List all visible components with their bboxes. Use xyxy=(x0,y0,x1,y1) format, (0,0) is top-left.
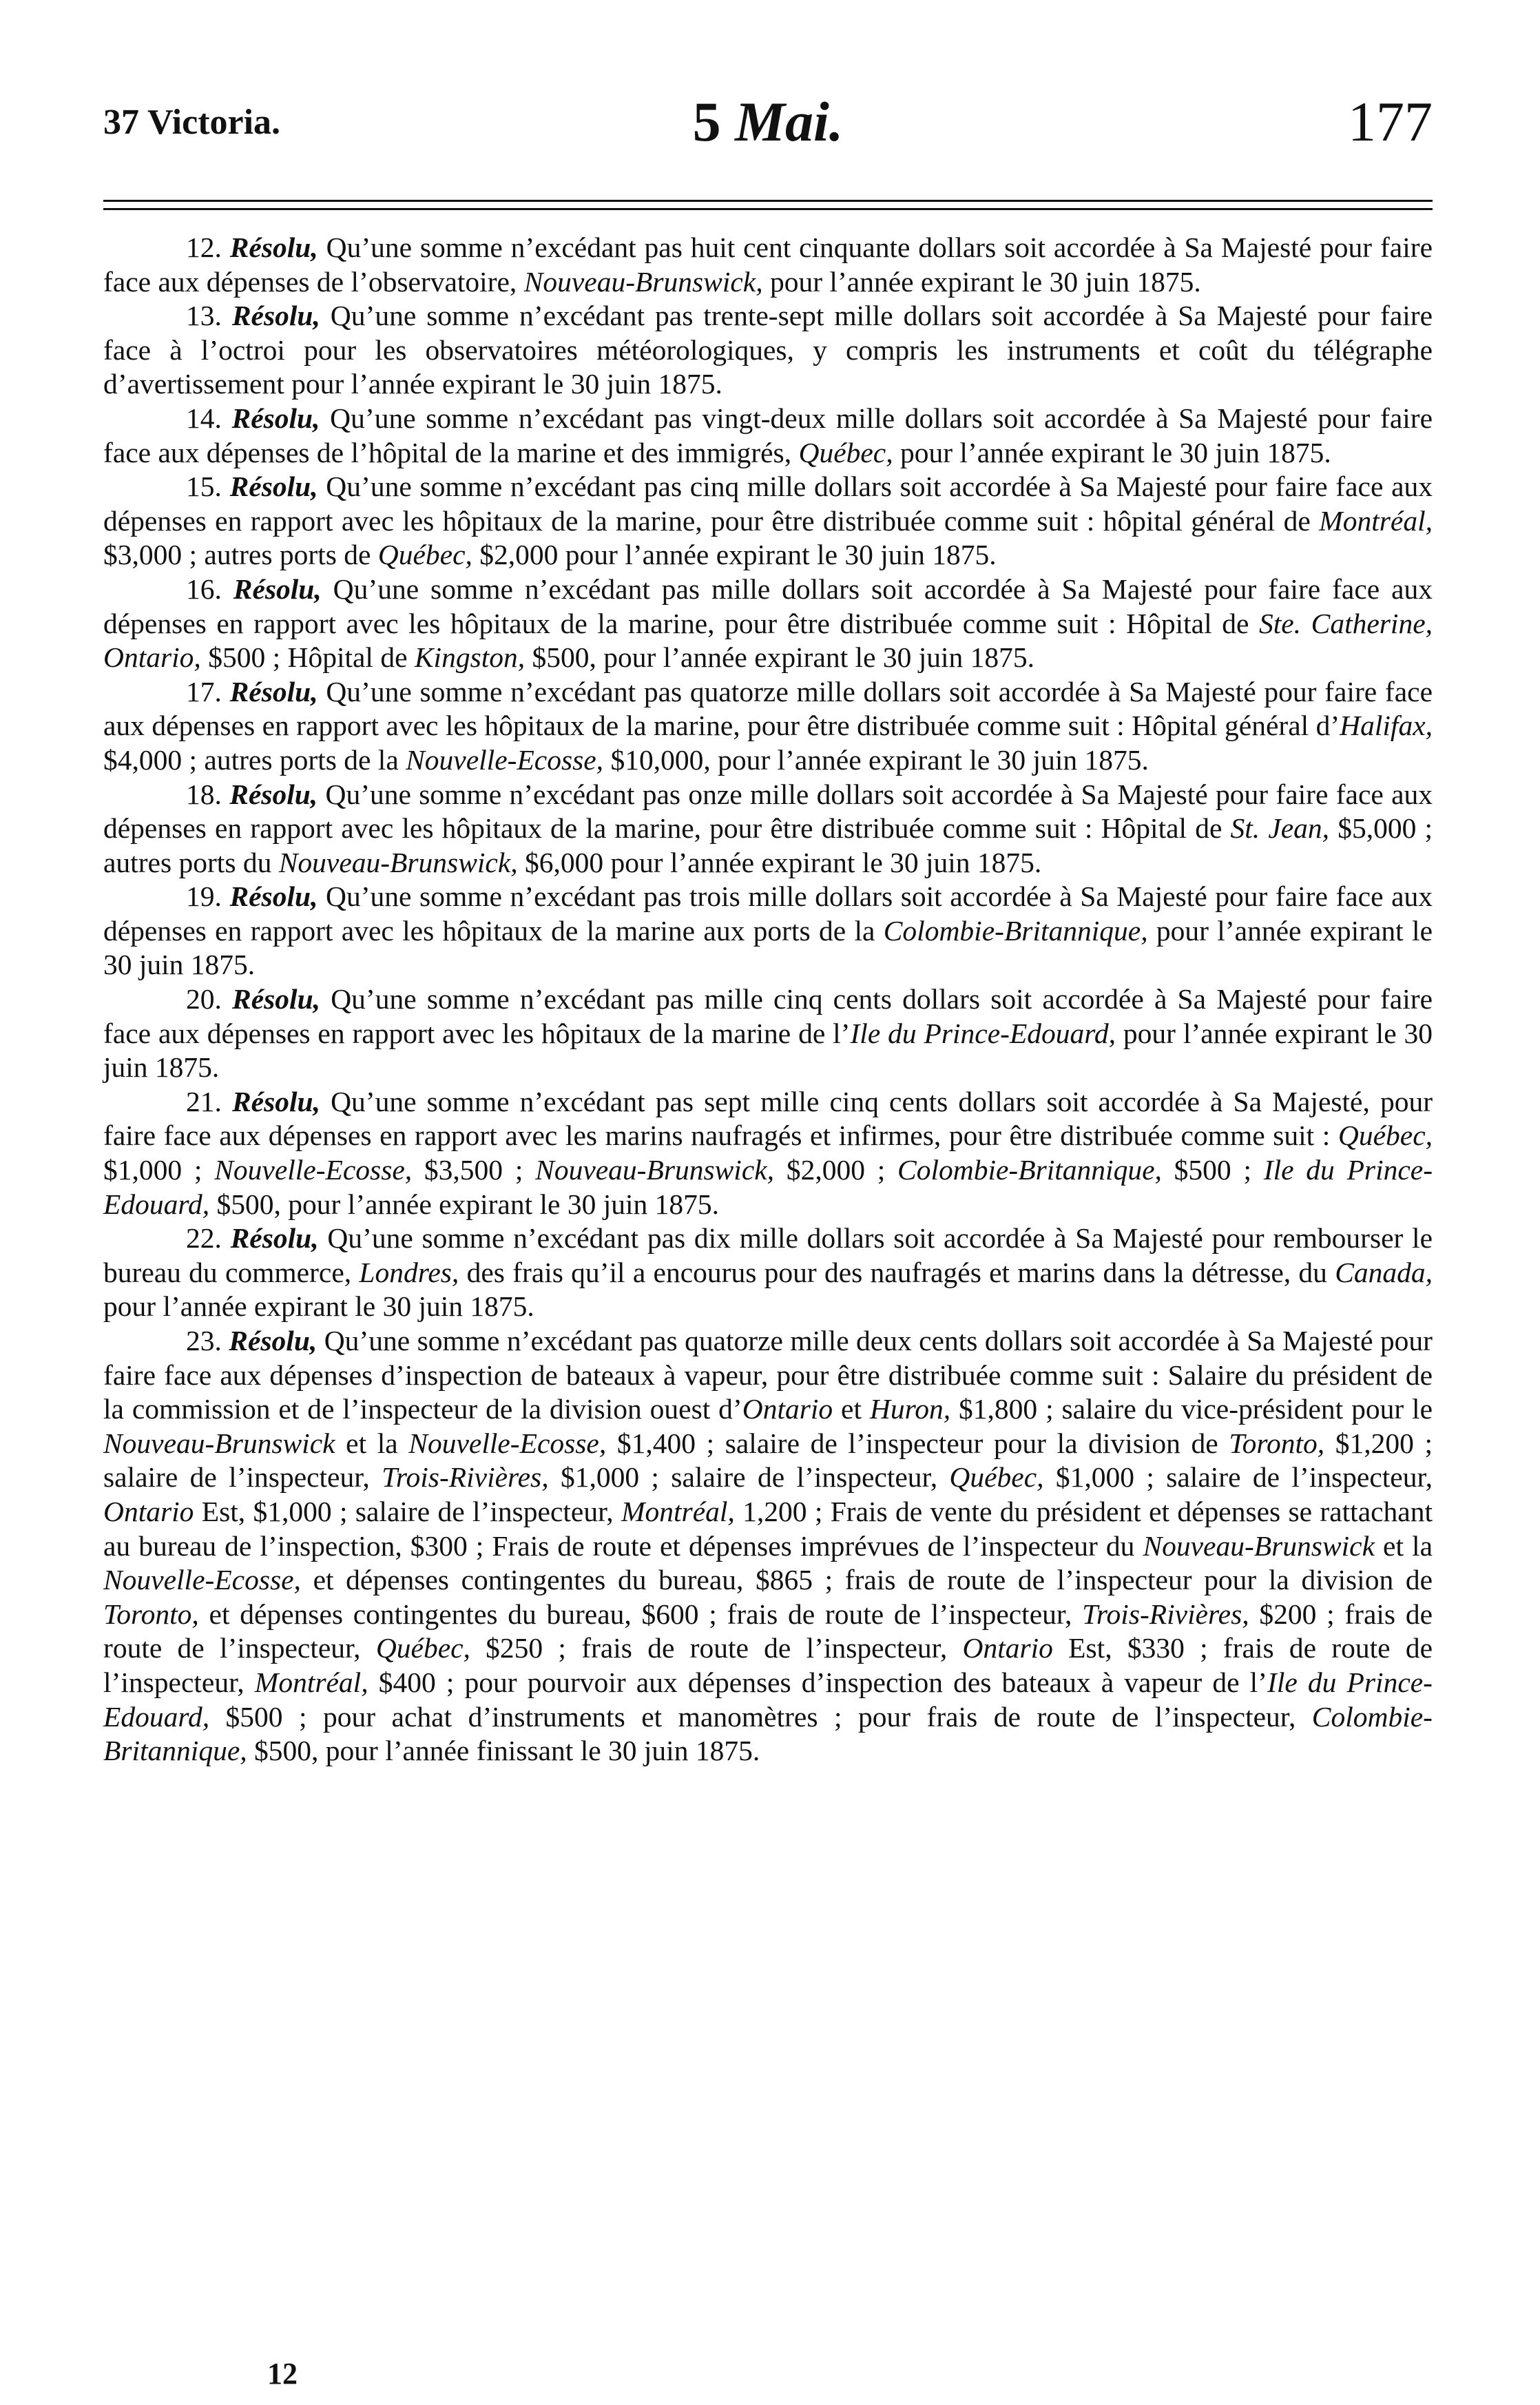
resolution-text: $3,500 ; xyxy=(412,1154,536,1186)
date-heading xyxy=(103,90,1433,154)
resolution-text: $1,000 ; salaire de l’inspecteur, xyxy=(1043,1461,1433,1494)
resolution-paragraph xyxy=(103,880,1433,982)
place-name: Nouveau-Brunswick xyxy=(1143,1529,1375,1562)
place-name: Ontario xyxy=(962,1632,1053,1664)
resolution-text: $6,000 pour l’année expirant le 30 juin 1875. xyxy=(517,846,1042,878)
place-name: Ste. Catherine, Ontario, xyxy=(103,607,1433,674)
place-name: Montréal, xyxy=(254,1666,368,1698)
resolution-text: Qu’une somme n’excédant pas cinq mille dollars soit accordée à Sa Majesté pour faire face aux dépenses en rapport avec les hôpitaux de la marine, pour être distribuée comme suit : hôpital général de xyxy=(103,471,1433,537)
resolution-text: et la xyxy=(1375,1529,1433,1562)
resolution-number: 21. xyxy=(186,1085,222,1117)
resolution-number: 12. xyxy=(186,231,222,263)
resolution-number: 17. xyxy=(186,675,222,708)
place-name: Canada, xyxy=(1335,1256,1433,1288)
place-name: Kingston, xyxy=(414,641,526,674)
page-number: 177 xyxy=(1348,90,1433,153)
place-name: Halifax, xyxy=(1340,710,1433,742)
place-name: Ile du Prince-Edouard, xyxy=(103,1666,1433,1733)
place-name: Nouveau-Brunswick, xyxy=(535,1154,775,1186)
place-name: Ile du Prince-Edouard, xyxy=(850,1017,1116,1049)
resolution-text: pour l’année expirant le 30 juin 1875. xyxy=(762,265,1201,298)
resolution-text: $1,200 ; salaire de l’inspecteur, xyxy=(103,1427,1433,1494)
resolved-label: Résolu, xyxy=(231,1085,320,1117)
resolved-label: Résolu, xyxy=(232,983,321,1015)
place-name: Toronto, xyxy=(1229,1427,1325,1459)
resolution-text: Qu’une somme n’excédant pas mille dollars soit accordée à Sa Majesté pour faire face aux dépenses en rapport avec les hôpitaux de la marine, pour être distribuée comme suit : Hôpital de xyxy=(103,572,1433,639)
resolution-text: $400 ; pour pourvoir aux dépenses d’inspection des bateaux à vapeur de l’ xyxy=(368,1666,1267,1698)
resolved-label: Résolu, xyxy=(231,300,320,332)
header-rule-top xyxy=(103,200,1433,202)
resolution-text: et dépenses contingentes du bureau, $600 ; frais de route de l’inspecteur, xyxy=(198,1598,1083,1630)
place-name: Québec, xyxy=(1338,1119,1433,1152)
resolution-text: $500, pour l’année finissant le 30 juin 1875. xyxy=(247,1735,760,1767)
resolution-text: Qu’une somme n’excédant pas quatorze mille deux cents dollars soit accordée à Sa Majesté pour faire face aux dépenses d’inspection de bateaux à vapeur, pour être distribuée comme suit : Salaire du président de la commission et de l’inspecteur de la division ouest d’ xyxy=(103,1325,1433,1425)
resolution-text: et dépenses contingentes du bureau, $865 ; frais de route de l’inspecteur pour la division de xyxy=(300,1564,1433,1596)
resolution-text: $2,000 pour l’année expirant le 30 juin 1875. xyxy=(472,539,997,571)
resolution-text: $200 ; frais de route de l’inspecteur, xyxy=(103,1598,1433,1664)
place-name: Nouveau-Brunswick, xyxy=(523,265,763,298)
place-name: Ile du Prince-Edouard, xyxy=(103,1154,1433,1220)
resolution-text: $4,000 ; autres ports de la xyxy=(103,743,406,776)
resolution-text: $5,000 ; autres ports du xyxy=(103,812,1433,878)
place-name: Québec, xyxy=(798,436,893,468)
place-name: St. Jean, xyxy=(1230,812,1330,845)
resolution-text: $500, pour l’année expirant le 30 juin 1875. xyxy=(209,1188,720,1220)
resolved-label: Résolu, xyxy=(229,675,318,708)
resolution-text: $2,000 ; xyxy=(774,1154,898,1186)
resolution-number: 13. xyxy=(186,300,222,332)
resolution-number: 18. xyxy=(186,778,222,810)
place-name: Nouvelle-Ecosse, xyxy=(214,1154,413,1186)
place-name: Nouvelle-Ecosse, xyxy=(408,1427,607,1459)
date-month: Mai. xyxy=(735,90,844,153)
resolution-paragraph xyxy=(103,402,1433,470)
resolution-text: $10,000, pour l’année expirant le 30 juin 1875. xyxy=(603,743,1149,776)
resolution-text: Qu’une somme n’excédant pas vingt-deux mille dollars soit accordée à Sa Majesté pour faire face aux dépenses de l’hôpital de la marine et des immigrés, xyxy=(103,402,1433,468)
place-name: Colombie-Britannique, xyxy=(897,1154,1162,1186)
place-name: Québec, xyxy=(377,539,472,571)
resolution-text: $3,000 ; autres ports de xyxy=(103,539,378,571)
place-name: Montréal, xyxy=(621,1495,735,1527)
place-name: Trois-Rivières, xyxy=(382,1461,549,1494)
resolution-text: Qu’une somme n’excédant pas quatorze mille dollars soit accordée à Sa Majesté pour faire face aux dépenses en rapport avec les hôpitaux de la marine, pour être distribuée comme suit : Hôpital général d’ xyxy=(103,675,1433,742)
place-name: Québec, xyxy=(375,1632,470,1664)
resolution-text: Qu’une somme n’excédant pas dix mille dollars soit accordée à Sa Majesté pour rembourser le bureau du commerce, xyxy=(103,1222,1433,1288)
place-name: Nouveau-Brunswick, xyxy=(278,846,518,878)
resolution-text: Est, $1,000 ; salaire de l’inspecteur, xyxy=(194,1495,621,1527)
resolution-paragraph xyxy=(103,1085,1433,1221)
resolved-label: Résolu, xyxy=(229,471,318,503)
resolution-paragraph xyxy=(103,1221,1433,1324)
resolution-number: 16. xyxy=(186,572,222,605)
place-name: Colombie-Britannique, xyxy=(103,1700,1433,1767)
resolution-text: Qu’une somme n’excédant pas trente-sept mille dollars soit accordée à Sa Majesté pour faire face à l’octroi pour les observatoires météorologiques, y compris les instruments et coût du télégraphe d’avertissement pour l’année expirant le 30 juin 1875. xyxy=(103,300,1433,400)
resolved-label: Résolu, xyxy=(229,880,318,913)
place-name: Ontario xyxy=(103,1495,194,1527)
resolutions-text xyxy=(103,231,1433,1768)
resolution-text: pour l’année expirant le 30 juin 1875. xyxy=(103,1290,534,1323)
resolved-label: Résolu, xyxy=(230,1222,319,1255)
resolution-number: 15. xyxy=(186,471,222,503)
resolution-text: $500 ; Hôpital de xyxy=(200,641,415,674)
resolution-paragraph xyxy=(103,778,1433,880)
resolution-text: pour l’année expirant le 30 juin 1875. xyxy=(893,436,1331,468)
resolution-text: Qu’une somme n’excédant pas trois mille dollars soit accordée à Sa Majesté pour faire face aux dépenses en rapport avec les hôpitaux de la marine aux ports de la xyxy=(103,880,1433,947)
resolution-text: $1,400 ; salaire de l’inspecteur pour la division de xyxy=(606,1427,1229,1459)
resolution-paragraph xyxy=(103,1324,1433,1768)
place-name: Nouvelle-Ecosse, xyxy=(103,1564,301,1596)
resolution-text: $1,800 ; salaire du vice-président pour le xyxy=(950,1393,1433,1425)
resolution-number: 20. xyxy=(186,983,222,1015)
resolved-label: Résolu, xyxy=(231,402,320,434)
place-name: Trois-Rivières, xyxy=(1082,1598,1249,1630)
page-header xyxy=(103,90,1433,172)
place-name: Nouveau-Brunswick xyxy=(103,1427,335,1459)
resolution-paragraph xyxy=(103,231,1433,299)
place-name: Québec, xyxy=(949,1461,1044,1494)
resolution-text: 1,200 ; Frais de vente du président et dépenses se rattachant au bureau de l’inspection, $300 ; Frais de route et dépenses imprévues de l’inspecteur du xyxy=(103,1495,1433,1562)
resolution-text: Qu’une somme n’excédant pas huit cent cinquante dollars soit accordée à Sa Majesté pour faire face aux dépenses de l’observatoire, xyxy=(103,231,1433,298)
resolved-label: Résolu, xyxy=(229,778,318,810)
resolution-text: $500 ; xyxy=(1161,1154,1264,1186)
resolution-text: Qu’une somme n’excédant pas mille cinq cents dollars soit accordée à Sa Majesté pour faire face aux dépenses en rapport avec les hôpitaux de la marine de l’ xyxy=(103,983,1433,1049)
resolution-text: Est, $330 ; frais de route de l’inspecteur, xyxy=(103,1632,1433,1698)
resolution-number: 23. xyxy=(186,1325,222,1356)
place-name: Londres, xyxy=(359,1256,459,1288)
signature-mark: 12 xyxy=(267,2357,298,2391)
resolution-number: 22. xyxy=(186,1222,222,1255)
resolution-text: $1,000 ; salaire de l’inspecteur, xyxy=(548,1461,950,1494)
place-name: Nouvelle-Ecosse, xyxy=(406,743,604,776)
resolution-text: pour l’année expirant le 30 juin 1875. xyxy=(103,1017,1433,1084)
resolution-text: $250 ; frais de route de l’inspecteur, xyxy=(470,1632,963,1664)
resolution-text: et la xyxy=(335,1427,409,1459)
resolution-text: Qu’une somme n’excédant pas onze mille dollars soit accordée à Sa Majesté pour faire face aux dépenses en rapport avec les hôpitaux de la marine, pour être distribuée comme suit : Hôpital de xyxy=(103,778,1433,845)
resolved-label: Résolu, xyxy=(233,572,322,605)
resolution-text: $500 ; pour achat d’instruments et manomètres ; pour frais de route de l’inspecteur, xyxy=(209,1700,1312,1733)
date-day: 5 xyxy=(692,90,721,153)
resolved-label: Résolu, xyxy=(229,1325,318,1356)
session-label: 37 Victoria. xyxy=(103,103,281,142)
resolution-text: des frais qu’il a encourus pour des naufragés et marins dans la détresse, du xyxy=(459,1256,1335,1288)
resolution-text: $500, pour l’année expirant le 30 juin 1875. xyxy=(525,641,1035,674)
resolution-number: 19. xyxy=(186,880,222,913)
resolution-paragraph xyxy=(103,572,1433,675)
place-name: Colombie-Britannique, xyxy=(883,914,1148,947)
place-name: Montréal, xyxy=(1319,504,1433,537)
resolution-paragraph xyxy=(103,982,1433,1085)
resolution-paragraph xyxy=(103,299,1433,402)
resolution-text: et xyxy=(833,1393,870,1425)
resolution-number: 14. xyxy=(186,402,222,434)
resolution-text: pour l’année expirant le 30 juin 1875. xyxy=(103,914,1433,981)
place-name: Ontario xyxy=(742,1393,833,1425)
place-name: Huron, xyxy=(869,1393,951,1425)
header-rule-bottom xyxy=(103,208,1433,210)
resolution-text: $1,000 ; xyxy=(103,1154,215,1186)
resolution-paragraph xyxy=(103,470,1433,572)
resolution-text: Qu’une somme n’excédant pas sept mille cinq cents dollars soit accordée à Sa Majesté, pour faire face aux dépenses en rapport avec les marins naufragés et infirmes, pour être distribuée comme suit : xyxy=(103,1085,1433,1152)
place-name: Toronto, xyxy=(103,1598,199,1630)
resolved-label: Résolu, xyxy=(229,231,318,263)
resolution-paragraph xyxy=(103,675,1433,778)
